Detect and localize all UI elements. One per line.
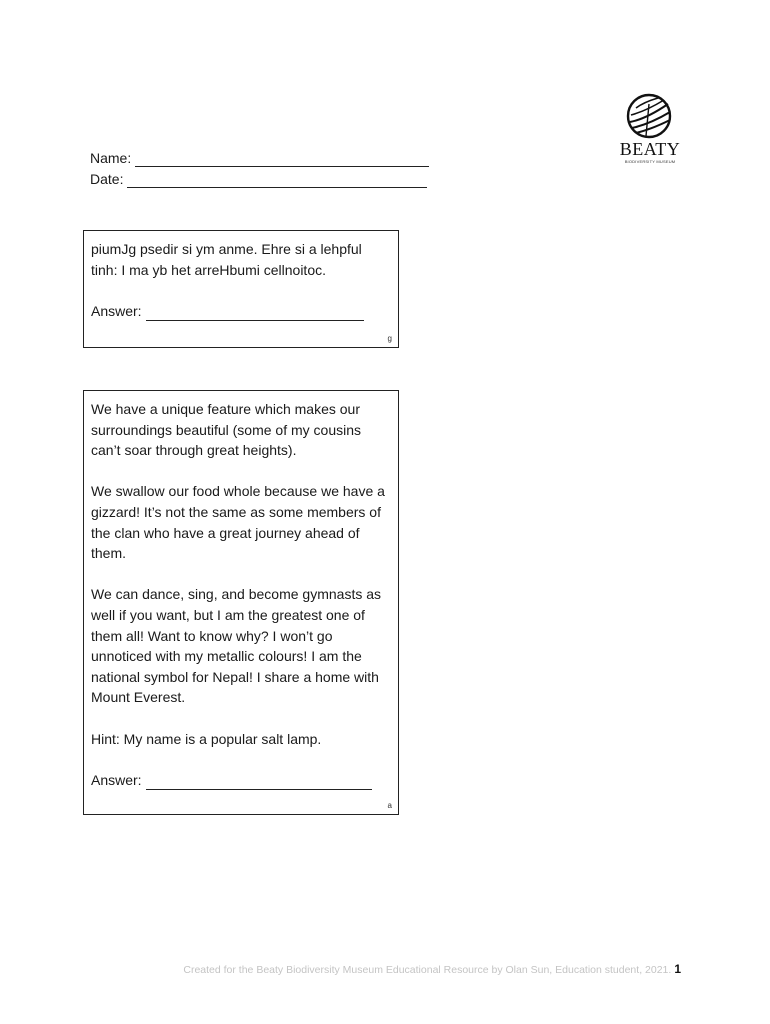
page-footer [0, 961, 681, 978]
logo-subtitle: BIODIVERSITY MUSEUM [624, 159, 676, 164]
riddle-card-2 [83, 390, 399, 815]
card-2-hint: Hint: My name is a popular salt lamp. [91, 730, 322, 747]
name-label: Name: [90, 150, 132, 166]
tree-emblem-icon [616, 92, 682, 142]
card-1-answer-field[interactable] [146, 306, 364, 321]
name-row [90, 150, 429, 167]
answer-label: Answer: [91, 771, 142, 788]
card-2-id-mark: a [387, 801, 392, 810]
card-2-paragraph-2: We swallow our food whole because we have a gizzard! It’s not the same as some members of the clan who have a great journey ahead of them. [91, 483, 385, 562]
riddle-card-1 [83, 230, 399, 348]
date-label: Date: [90, 171, 124, 187]
page-number: 1 [674, 962, 681, 976]
answer-label: Answer: [91, 302, 142, 319]
card-2-paragraph-1: We have a unique feature which makes our surroundings beautiful (some of my cousins can’t soar through great heights). [91, 401, 362, 459]
date-row [90, 171, 427, 188]
card-2-answer-field[interactable] [146, 775, 372, 790]
logo-wordmark: BEATY [619, 139, 681, 159]
footer-credit: Created for the Beaty Biodiversity Museum Educational Resource by Olan Sun, Education student, 2021. [183, 964, 672, 976]
card-2-paragraph-3: We can dance, sing, and become gymnasts as well if you want, but I am the greatest one of them all! Want to know why? I won’t go unnoticed with my metallic colours! I am the national symbol for Nepal! I share a home with Mount Everest. [91, 586, 382, 706]
name-field[interactable] [135, 152, 429, 167]
date-field[interactable] [127, 173, 427, 188]
card-1-text: piumJg psedir si ym anme. Ehre si a lehpful tinh: I ma yb het arreHbumi cellnoitoc. [91, 241, 362, 278]
card-1-answer-row [91, 301, 390, 322]
card-2-answer-row [91, 770, 390, 791]
card-1-id-mark: g [387, 334, 392, 343]
